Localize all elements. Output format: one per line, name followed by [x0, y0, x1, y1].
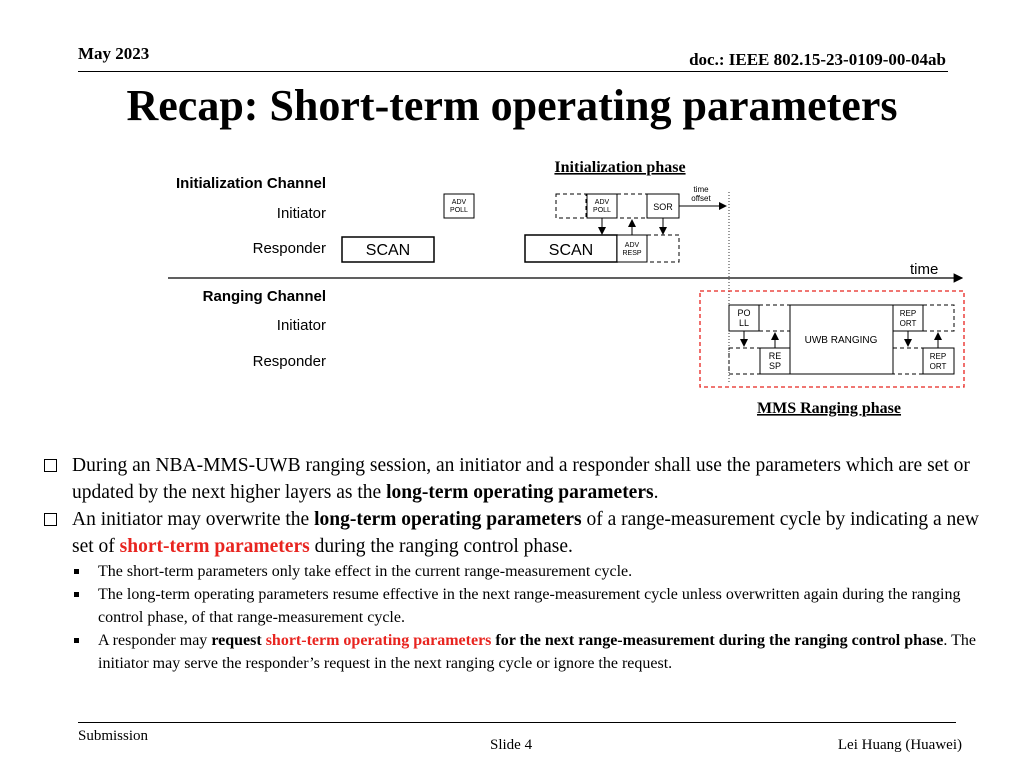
adv-poll-block-1	[444, 194, 474, 218]
ranging-channel-label: Ranging Channel	[202, 288, 326, 305]
init-initiator-label: Initiator	[276, 205, 326, 222]
adv-poll-2-line1: ADV	[594, 199, 610, 206]
square-bullet-icon	[74, 592, 79, 597]
time-offset-line2: offset	[691, 194, 711, 203]
adv-poll-1-line2: POLL	[450, 207, 468, 214]
slide-title: Recap: Short-term operating parameters	[126, 81, 898, 130]
square-bullet-icon	[74, 569, 79, 574]
bullet-1: During an NBA-MMS-UWB ranging session, an initiator and a responder shall use the parameters which are set or updated by the next higher layers as the long-term operating parameters.	[44, 452, 994, 506]
sor-label: SOR	[653, 202, 673, 212]
footer-slide-number: Slide 4	[490, 737, 533, 753]
responder-report-line1: REP	[929, 352, 947, 361]
header-date: May 2023	[78, 44, 150, 63]
initiator-dashed-slot-mid	[617, 194, 647, 218]
poll-line1: PO	[737, 308, 751, 318]
adv-poll-block-2	[587, 194, 617, 218]
footer-submission: Submission	[78, 728, 149, 744]
header-divider	[78, 71, 948, 72]
sub-bullet-1: The short-term parameters only take effect in the current range-measurement cycle.	[44, 560, 994, 583]
time-offset-line1: time	[693, 185, 709, 194]
uwb-ranging-label: UWB RANGING	[804, 335, 878, 346]
checkbox-bullet-icon	[44, 513, 57, 526]
square-bullet-icon	[74, 638, 79, 643]
bullet-list	[44, 452, 994, 675]
time-axis-label: time	[910, 261, 939, 278]
initiator-dashed-slot-left	[556, 194, 586, 218]
init-responder-label: Responder	[252, 240, 326, 257]
scan-label-2: SCAN	[548, 242, 594, 259]
resp-line2: SP	[768, 361, 782, 371]
adv-poll-2-line2: POLL	[593, 207, 611, 214]
responder-ranging-dashed-mid	[893, 348, 923, 374]
mms-phase-label: MMS Ranging phase	[756, 400, 902, 417]
sub-bullet-2: The long-term operating parameters resume effective in the next range-measurement cycle unless overwritten again during the ranging control phase, of that range-measurement cycle.	[44, 583, 994, 629]
responder-ranging-dashed-slot	[729, 348, 760, 374]
sub-bullet-3: A responder may request short-term operating parameters for the next range-measurement during the ranging control phase. The initiator may serve the responder’s request in the next ranging cycle or ignore the request.	[44, 629, 994, 675]
poll-line2: LL	[738, 318, 750, 328]
adv-resp-line2: RESP	[622, 250, 642, 257]
bullet-2: An initiator may overwrite the long-term operating parameters of a range-measurement cycle by indicating a new set of short-term parameters during the ranging control phase.	[44, 506, 994, 560]
initiator-report-line1: REP	[899, 309, 917, 318]
header-doc-id: doc.: IEEE 802.15-23-0109-00-04ab	[689, 50, 946, 69]
scan-label-1: SCAN	[365, 242, 411, 259]
initiator-report-line2: ORT	[899, 319, 917, 328]
adv-resp-line1: ADV	[624, 242, 640, 249]
initiator-ranging-dashed-tail	[923, 305, 954, 331]
ranging-responder-label: Responder	[252, 353, 326, 370]
init-channel-label: Initialization Channel	[175, 175, 326, 192]
responder-report-line2: ORT	[929, 362, 947, 371]
resp-line1: RE	[768, 351, 782, 361]
ranging-initiator-label: Initiator	[276, 317, 326, 334]
protocol-timing-diagram	[0, 150, 1024, 425]
footer-divider	[78, 722, 956, 723]
init-phase-label: Initialization phase	[554, 159, 686, 176]
footer-author: Lei Huang (Huawei)	[837, 737, 962, 753]
initiator-ranging-dashed-slot	[759, 305, 790, 331]
adv-poll-1-line1: ADV	[451, 199, 467, 206]
checkbox-bullet-icon	[44, 459, 57, 472]
responder-dashed-slot	[647, 235, 679, 262]
